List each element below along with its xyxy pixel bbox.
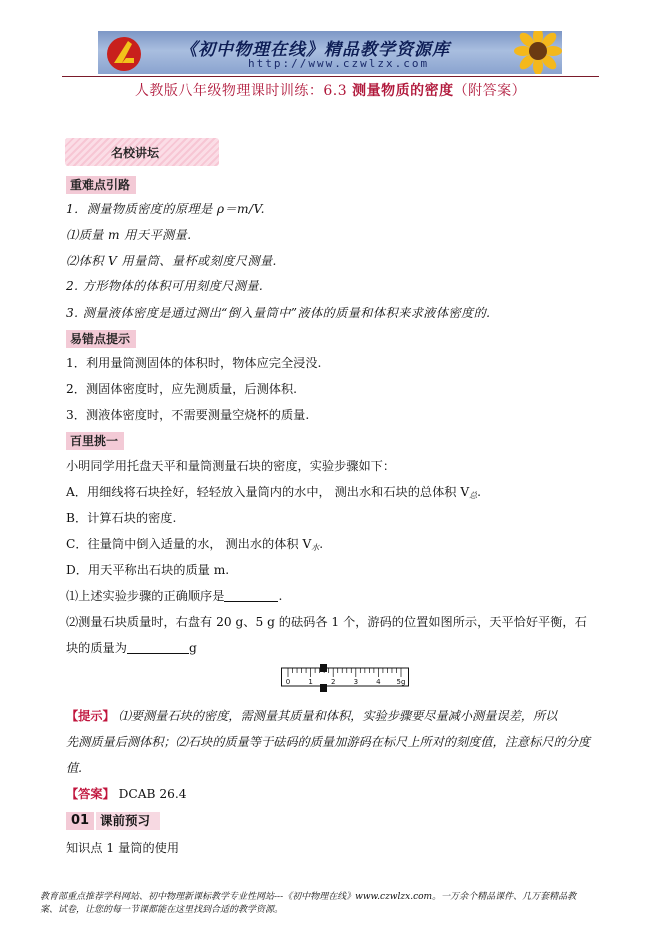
- section-tag-practice: 百里挑一: [66, 432, 124, 450]
- answer-line: [66, 786, 187, 802]
- ruler-label: 5g: [396, 678, 406, 686]
- question-2: ⑵测量石块质量时，右盘有 20 g、5 g 的砝码各 1 个，游码的位置如图所示，天平恰好平衡，石: [66, 615, 587, 629]
- rider-top: [320, 664, 327, 672]
- hint-tag: 【提示】: [66, 709, 115, 723]
- ruler-label: 4: [376, 678, 381, 686]
- step-b: B．计算石块的密度.: [66, 511, 177, 525]
- question-intro: 小明同学用托盘天平和量筒测量石块的密度，实验步骤如下：: [66, 459, 396, 473]
- section-tag-common-errors: 易错点提示: [66, 330, 136, 348]
- text-line: 2. 方形物体的体积可用刻度尺测量.: [66, 279, 264, 293]
- ruler-label: 3: [353, 678, 359, 686]
- hint-line-1: 【提示】 ⑴要测量石块的密度，需测量其质量和体积，实验步骤要尽量减小测量误差，所以: [66, 709, 558, 723]
- header-rule: [62, 76, 599, 77]
- answer-blank[interactable]: [127, 641, 189, 654]
- question-1: ⑴上述实验步骤的正确顺序是 .: [66, 589, 283, 603]
- footer-line: 案、试卷，让您的每一节课都能在这里找到合适的教学资源。: [40, 905, 284, 915]
- step-a: A．用细线将石块拴好，轻轻放入量筒内的水中， 测出水和石块的总体积 $V_总$.: [66, 485, 482, 500]
- hint-line-3: 值.: [66, 761, 83, 775]
- question-2-cont: 块的质量为 g: [66, 641, 197, 655]
- section-heading: 课前预习: [96, 812, 160, 830]
- ruler-label: 0: [285, 678, 291, 686]
- answer-tag: 【答案】: [66, 787, 115, 801]
- banner-url[interactable]: http://www.czwlzx.com: [248, 57, 430, 70]
- text-line: ⑵体积 V 用量筒、量杯或刻度尺测量.: [66, 254, 277, 268]
- footer: [40, 891, 622, 917]
- section-banner-label: 名校讲坛: [111, 146, 160, 160]
- hint-line-2: 先测质量后测体积；⑵石块的质量等于砝码的质量加游码在标尺上所对的刻度值，注意标尺的分度: [66, 735, 591, 749]
- text-line: 3．测液体密度时，不需要测量空烧杯的质量.: [66, 408, 310, 422]
- step-d: D．用天平称出石块的质量 m.: [66, 563, 230, 577]
- ruler-label: 2: [330, 678, 336, 686]
- text-line: 2．测固体密度时，应先测质量，后测体积.: [66, 382, 298, 396]
- answer-blank[interactable]: [224, 589, 278, 602]
- text-line: ⑴质量 m 用天平测量.: [66, 228, 192, 242]
- logo-icon: [104, 33, 144, 73]
- text-line: 1．测量物质密度的原理是 ρ＝m/V.: [66, 202, 265, 216]
- section-tag-key-points: 重难点引路: [66, 176, 136, 194]
- knowledge-point: 知识点 1 量筒的使用: [66, 841, 180, 855]
- ruler-label: 1: [308, 678, 313, 686]
- sunflower-icon: [508, 31, 562, 74]
- answer-value: DCAB 26.4: [118, 787, 187, 801]
- banner-title: 《初中物理在线》精品教学资源库: [180, 40, 450, 60]
- text-line: 3. 测量液体密度是通过测出“倒入量筒中”液体的质量和体积来求液体密度的.: [66, 306, 491, 320]
- section-number: 01: [66, 812, 94, 830]
- step-c: C．往量筒中倒入适量的水， 测出水的体积 $V_水$.: [66, 537, 324, 552]
- footer-line: 教育部重点推荐学科网站、初中物理新课标教学专业性网站---《初中物理在线》www.czwlzx.com。一万余个精品课件、几万套精品教: [40, 892, 577, 902]
- rider-bottom: [320, 684, 327, 692]
- header-banner: [98, 31, 562, 74]
- balance-scale-ruler: [281, 664, 409, 692]
- text-line: 1．利用量筒测固体的体积时，物体应完全浸没.: [66, 356, 322, 370]
- document-title: 人教版八年级物理课时训练：6.3 测量物质的密度（附答案）: [134, 83, 527, 99]
